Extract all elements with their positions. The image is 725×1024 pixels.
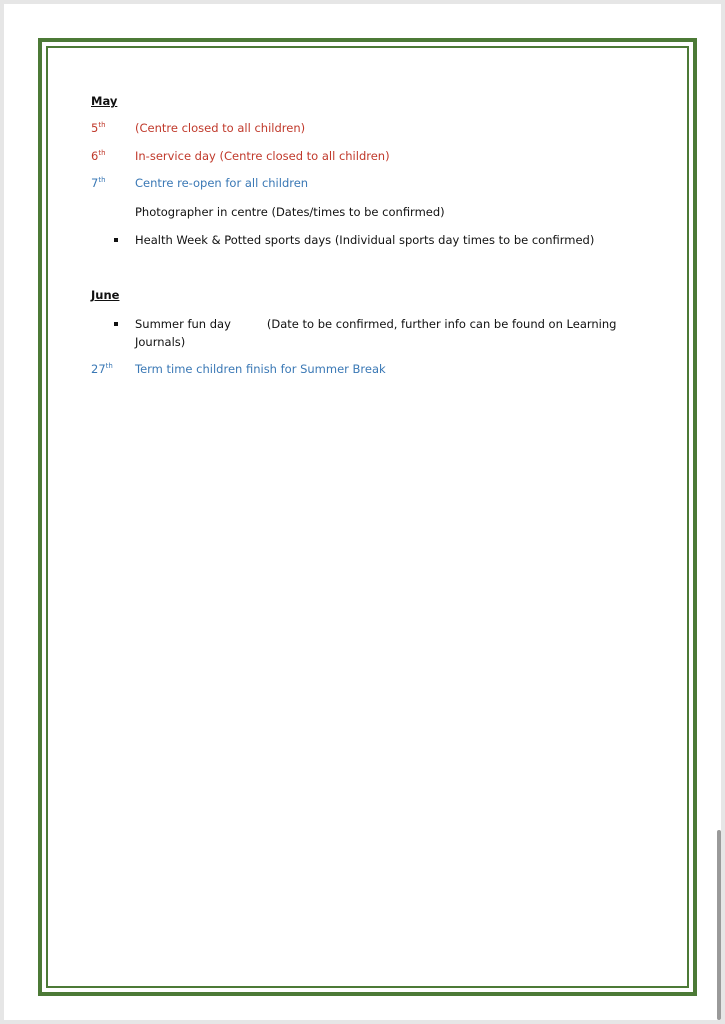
may-item-6-date: 6th (91, 149, 106, 163)
bullet-icon (114, 322, 118, 326)
may-item-5-text: (Centre closed to all children) (135, 121, 306, 135)
june-item-27-text: Term time children finish for Summer Break (135, 362, 386, 376)
bullet-icon (114, 238, 118, 242)
may-item-7-text: Centre re-open for all children (135, 176, 309, 190)
may-item-7-date: 7th (91, 176, 106, 190)
health-week-text: Health Week & Potted sports days (Individual sports day times to be confirmed) (135, 233, 595, 247)
summer-fun-day-label: Summer fun day (135, 317, 231, 331)
may-item-5-date: 5th (91, 121, 106, 135)
vertical-scrollbar[interactable] (717, 830, 721, 1020)
may-heading: May (91, 94, 118, 108)
photographer-text: Photographer in centre (Dates/times to be confirmed) (135, 205, 445, 219)
june-item-27-date: 27th (91, 362, 113, 376)
summer-fun-day (135, 315, 625, 351)
may-item-6-text: In-service day (Centre closed to all children) (135, 149, 390, 163)
summer-fun-day-detail: (Date to be confirmed, further info can be found on Learning Journals) (135, 317, 617, 349)
june-heading: June (91, 288, 120, 302)
